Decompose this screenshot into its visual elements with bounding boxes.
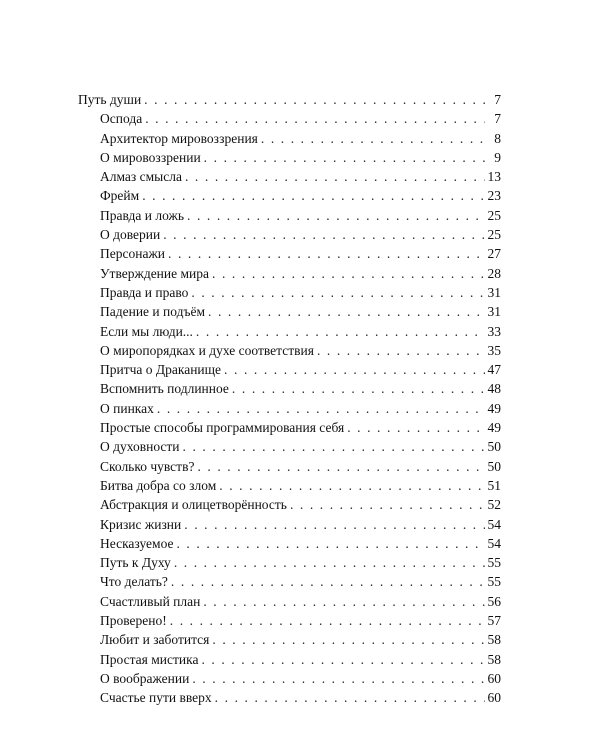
toc-dot-leader — [261, 131, 485, 147]
toc-entry — [78, 690, 501, 709]
toc-entry — [78, 285, 501, 304]
toc-dot-leader — [183, 439, 485, 455]
toc-entry-title: О пинках — [100, 400, 154, 416]
toc-dot-leader — [168, 246, 485, 262]
toc-entry — [78, 401, 501, 420]
toc-entry-title: Простые способы программирования себя — [100, 420, 345, 436]
toc-dot-leader — [208, 304, 485, 320]
toc-page-number: 31 — [487, 304, 501, 320]
toc-page-number: 7 — [494, 92, 501, 107]
toc-entry — [78, 362, 501, 381]
toc-dot-leader — [232, 381, 485, 397]
toc-page-number: 23 — [487, 188, 501, 204]
toc-page-number: 54 — [487, 516, 501, 532]
toc-entry — [78, 169, 501, 188]
toc-dot-leader — [176, 536, 485, 552]
toc-entry — [78, 652, 501, 671]
toc-entry-title: Если мы люди... — [100, 323, 193, 339]
toc-page-number: 31 — [487, 284, 501, 300]
toc-page-number: 27 — [487, 246, 501, 262]
toc-entry-title: Кризис жизни — [100, 516, 182, 532]
toc-dot-leader — [215, 690, 485, 706]
toc-page-number: 56 — [487, 593, 501, 609]
toc-dot-leader — [187, 208, 485, 224]
table-of-contents — [78, 92, 501, 710]
toc-entry-title: Утверждение мира — [100, 265, 210, 281]
toc-dot-leader — [170, 613, 485, 629]
toc-dot-leader — [347, 420, 485, 436]
toc-entry — [78, 381, 501, 400]
toc-dot-leader — [142, 188, 485, 204]
toc-entry-title: Абстракция и олицетворённость — [100, 497, 287, 513]
toc-dot-leader — [184, 517, 485, 533]
toc-entry-title: О доверии — [100, 227, 161, 243]
toc-entry — [78, 459, 501, 478]
toc-entry — [78, 304, 501, 323]
toc-dot-leader — [144, 92, 485, 108]
toc-entry-title: Несказуемое — [100, 535, 174, 551]
toc-dot-leader — [196, 324, 485, 340]
toc-dot-leader — [204, 150, 485, 166]
toc-page-number: 49 — [487, 420, 501, 436]
toc-dot-leader — [201, 652, 485, 668]
toc-entry-title: Путь к Духу — [100, 555, 171, 571]
toc-entry — [78, 188, 501, 207]
toc-entry — [78, 208, 501, 227]
toc-entry-title: Любит и заботится — [100, 632, 210, 648]
toc-dot-leader — [219, 478, 485, 494]
toc-entry-title: Вспомнить подлинное — [100, 381, 229, 397]
toc-entry — [78, 420, 501, 439]
toc-page-number: 50 — [487, 439, 501, 455]
toc-dot-leader — [317, 343, 485, 359]
toc-entry-title: Битва добра со злом — [100, 477, 217, 493]
toc-entry — [78, 246, 501, 265]
toc-entry-title: Простая мистика — [100, 651, 199, 667]
toc-entry — [78, 613, 501, 632]
toc-entry-title: Счастье пути вверх — [100, 690, 212, 706]
toc-entry — [78, 439, 501, 458]
toc-entry — [78, 671, 501, 690]
toc-entry-title: Правда и ложь — [100, 207, 184, 223]
toc-dot-leader — [224, 362, 485, 378]
toc-page-number: 58 — [487, 632, 501, 648]
toc-dot-leader — [145, 111, 485, 127]
toc-section-entry — [78, 92, 501, 111]
toc-dot-leader — [212, 266, 485, 282]
toc-entry — [78, 150, 501, 169]
toc-page-number: 28 — [487, 265, 501, 281]
toc-dot-leader — [163, 227, 485, 243]
toc-entry — [78, 111, 501, 130]
toc-page-number: 13 — [487, 169, 501, 185]
toc-entry — [78, 536, 501, 555]
toc-entry — [78, 266, 501, 285]
toc-dot-leader — [171, 574, 485, 590]
toc-entry-title: Что делать? — [100, 574, 168, 590]
toc-page-number: 33 — [487, 323, 501, 339]
toc-entry — [78, 478, 501, 497]
toc-page-number: 47 — [487, 362, 501, 378]
toc-entry-title: Фрейм — [100, 188, 140, 204]
toc-entry — [78, 632, 501, 651]
toc-page-number: 60 — [487, 670, 501, 686]
toc-page-number: 50 — [487, 458, 501, 474]
toc-page-number: 48 — [487, 381, 501, 397]
toc-entry — [78, 517, 501, 536]
toc-entry-title: Персонажи — [100, 246, 166, 262]
toc-dot-leader — [174, 555, 485, 571]
toc-dot-leader — [185, 169, 485, 185]
toc-page-number: 55 — [487, 574, 501, 590]
toc-entry-title: Притча о Драканище — [100, 362, 222, 378]
toc-entry — [78, 324, 501, 343]
toc-page-number: 52 — [487, 497, 501, 513]
toc-entry-title: Осподa — [100, 111, 143, 127]
toc-entry — [78, 343, 501, 362]
toc-entry-title: Сколько чувств? — [100, 458, 195, 474]
toc-entry — [78, 131, 501, 150]
toc-page-number: 54 — [487, 535, 501, 551]
toc-page-number: 9 — [494, 149, 501, 165]
toc-dot-leader — [290, 497, 485, 513]
toc-entry-title: О миропорядках и духе соответствия — [100, 342, 314, 358]
toc-entry-title: О духовности — [100, 439, 180, 455]
toc-page-number: 8 — [494, 130, 501, 146]
toc-page-number: 49 — [487, 400, 501, 416]
toc-entry — [78, 594, 501, 613]
toc-entry-title: Путь души — [78, 92, 142, 107]
toc-entry — [78, 227, 501, 246]
toc-entry-title: Падение и подъём — [100, 304, 205, 320]
toc-page-number: 57 — [487, 613, 501, 629]
toc-dot-leader — [197, 459, 485, 475]
toc-entry-title: О воображении — [100, 670, 190, 686]
toc-page-number: 7 — [494, 111, 501, 127]
toc-entry-title: Архитектор мировоззрения — [100, 130, 258, 146]
toc-page-number: 60 — [487, 690, 501, 706]
toc-entry-title: Алмаз смысла — [100, 169, 182, 185]
toc-dot-leader — [191, 285, 485, 301]
toc-dot-leader — [157, 401, 485, 417]
toc-page-number: 25 — [487, 207, 501, 223]
toc-page-number: 25 — [487, 227, 501, 243]
toc-page-number: 35 — [487, 342, 501, 358]
toc-dot-leader — [203, 594, 485, 610]
toc-entry — [78, 574, 501, 593]
toc-entry-title: Счастливый план — [100, 593, 201, 609]
toc-page-number: 58 — [487, 651, 501, 667]
toc-entry-title: О мировоззрении — [100, 149, 201, 165]
toc-entry-title: Правда и право — [100, 284, 189, 300]
toc-page-number: 51 — [487, 477, 501, 493]
toc-dot-leader — [192, 671, 485, 687]
toc-dot-leader — [212, 632, 485, 648]
toc-entry-title: Проверено! — [100, 613, 167, 629]
toc-page-number: 55 — [487, 555, 501, 571]
toc-entry — [78, 497, 501, 516]
toc-entry — [78, 555, 501, 574]
